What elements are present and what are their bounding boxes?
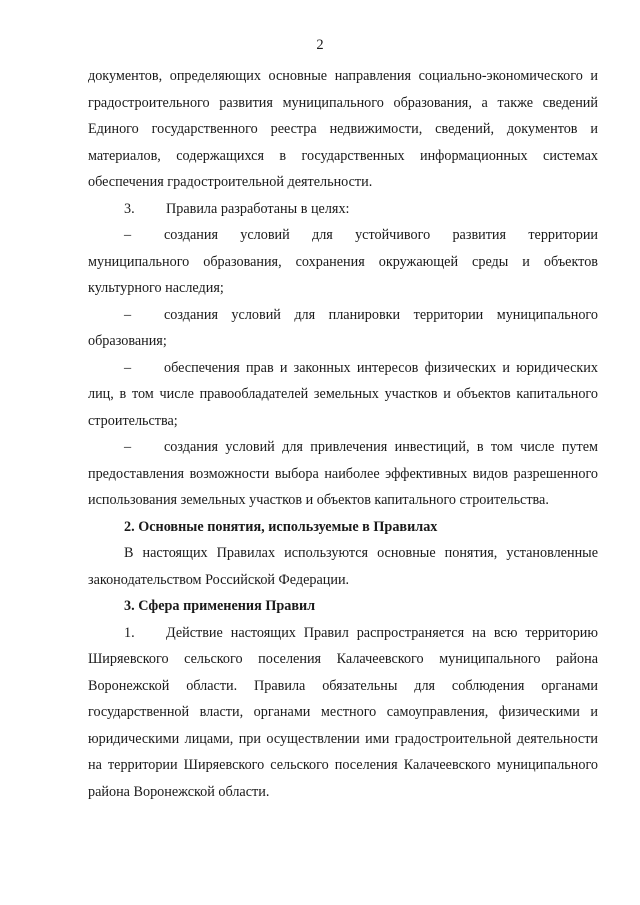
goal-text: создания условий для привлечения инвестиций, в том числе путем предоставления возможности выбора наиболее эффективных видов разрешенного использования земельных участков и объектов капитального строительства. [88, 439, 598, 508]
goal-item [88, 222, 598, 302]
item-3 [88, 196, 598, 223]
document-body [88, 63, 598, 805]
item-3-number: 3. [124, 200, 135, 217]
goal-item [88, 355, 598, 435]
section-3-item-text: Действие настоящих Правил распространяется на всю территорию Ширяевского сельского поселения Калачеевского муниципального района Воронежской области. Правила обязательны для соблюдения органами государственной власти, органами местного самоуправления, физическими и юридическими лицами, при осуществлении ими градостроительной деятельности на территории Ширяевского сельского поселения Калачеевского муниципального района Воронежской области. [88, 624, 598, 800]
goal-item [88, 302, 598, 355]
goal-text: создания условий для планировки территории муниципального образования; [88, 306, 598, 349]
item-3-text: Правила разработаны в целях: [166, 200, 350, 217]
goal-text: создания условий для устойчивого развития территории муниципального образования, сохранения окружающей среды и объектов культурного наследия; [88, 227, 598, 296]
goal-bullet: – [124, 439, 132, 455]
goal-text: обеспечения прав и законных интересов физических и юридических лиц, в том числе правообладателей земельных участков и объектов капитального строительства; [88, 359, 598, 429]
goal-bullet: – [124, 359, 132, 376]
section-3-item-1 [88, 620, 598, 806]
section-2-heading: 2. Основные понятия, используемые в Правилах [124, 518, 438, 535]
page-number: 2 [316, 37, 324, 53]
section-3-heading: 3. Сфера применения Правил [124, 598, 316, 614]
goal-item [88, 434, 598, 514]
goal-bullet: – [124, 306, 132, 323]
goal-bullet: – [124, 227, 132, 243]
section-2-paragraph: В настоящих Правилах используются основные понятия, установленные законодательством Российской Федерации. [88, 545, 598, 588]
intro-paragraph: документов, определяющих основные направления социально-экономического и градостроительного развития муниципального образования, а также сведений Единого государственного реестра недвижимости, сведений, документов и материалов, содержащихся в государственных информационных системах обеспечения градостроительной деятельности. [88, 68, 598, 190]
section-3-item-number: 1. [124, 624, 135, 641]
